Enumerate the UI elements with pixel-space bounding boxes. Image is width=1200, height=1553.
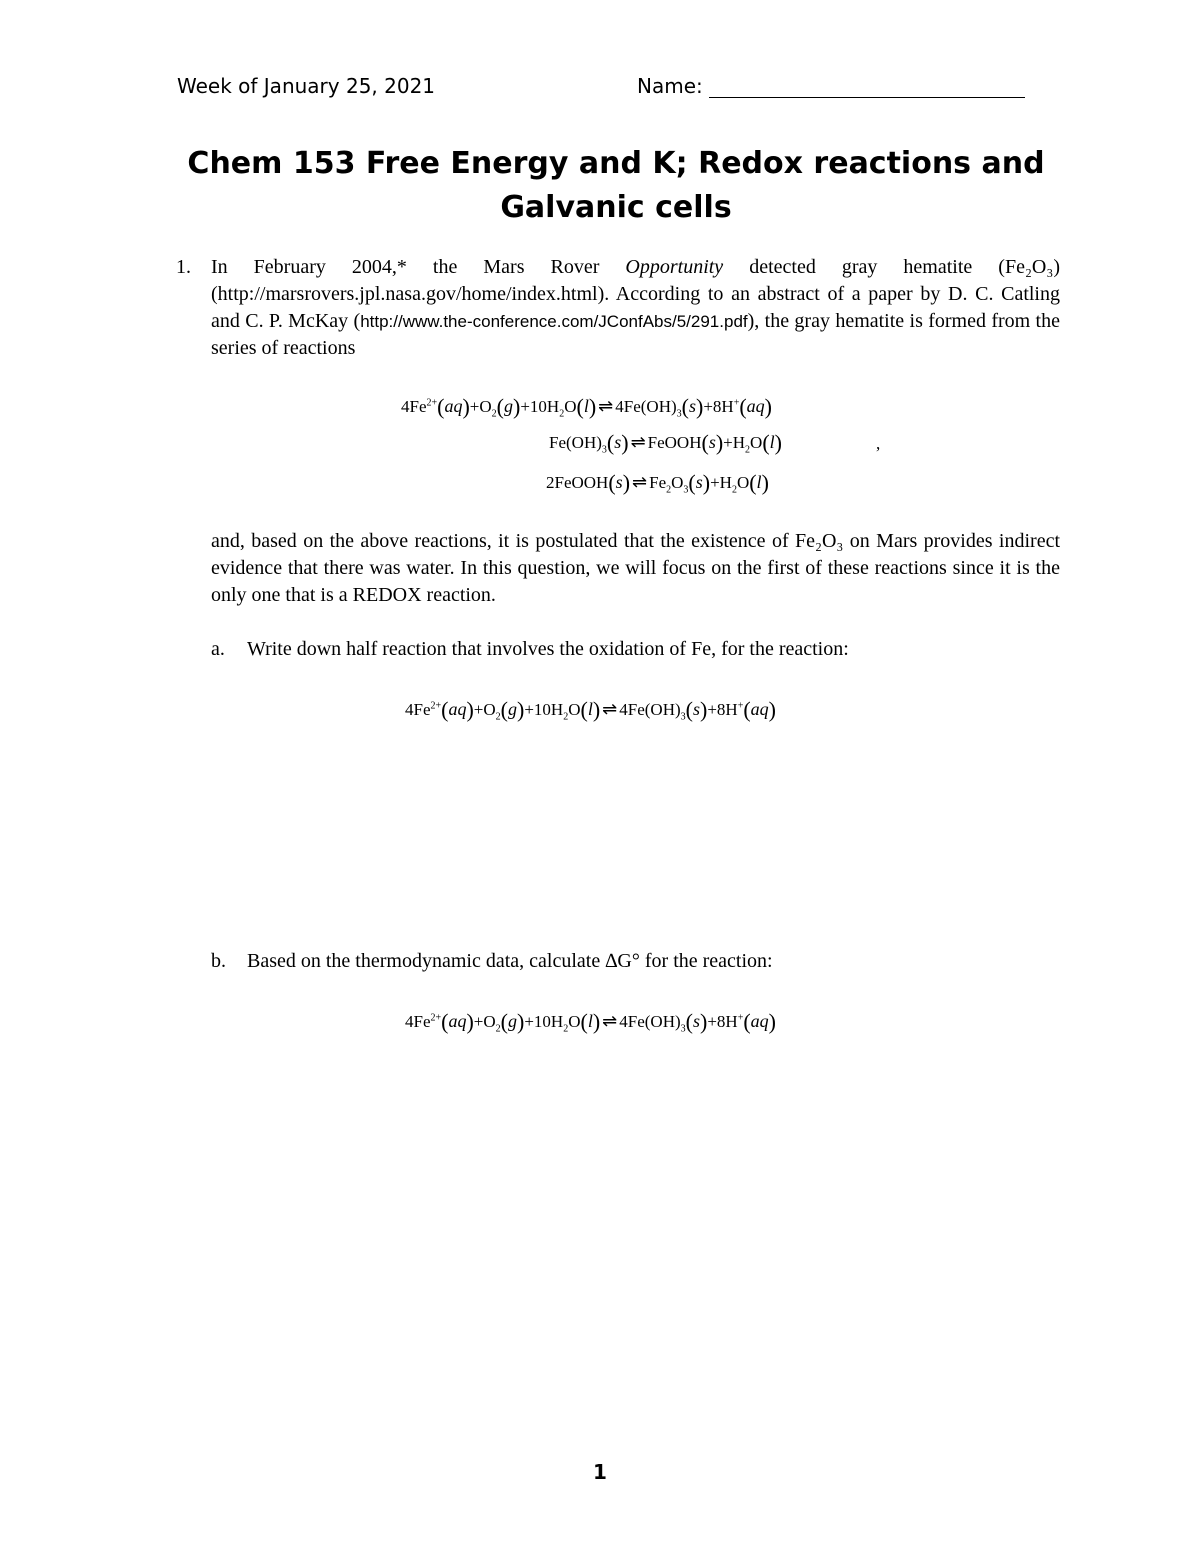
part-b-text: Based on the thermodynamic data, calculate ∆G° for the reaction: — [247, 950, 773, 972]
reaction-2: $Fe(OH)_3(s)$ ⇌ $FeOOH(s)+H_2O(l)$ — [549, 430, 782, 456]
header-name — [637, 74, 1025, 98]
part-a — [211, 638, 849, 661]
part-a-reaction: $4Fe^{2+}(aq)+O_2(g)+10H_2O(l)$ ⇌ $4Fe(OH)_3(s)+8H^+(aq)$ — [405, 697, 776, 723]
part-a-text: Write down half reaction that involves the oxidation of Fe, for the reaction: — [247, 638, 849, 660]
question-1-intro: In February 2004,* the Mars Rover Opportunity detected gray hematite (Fe₂O₃) (http://marsrovers.jpl.nasa.gov/home/index.html). According to an abstract of a paper by D. C. Catling and C. P. McKay (http://www.the-conference.com/JConfAbs/5/291.pdf), the gray hematite is formed from the series of reactions — [211, 256, 1060, 359]
part-a-letter: a. — [211, 638, 225, 660]
name-field-line[interactable] — [709, 75, 1025, 98]
reaction-comma: , — [876, 434, 881, 453]
part-b-letter: b. — [211, 950, 226, 972]
reaction-3: 2FeOOH(s) ⇌ $Fe_2O_3(s)+H_2O(l)$ — [546, 470, 769, 496]
question-1 — [176, 254, 1060, 362]
question-1-conclusion: and, based on the above reactions, it is postulated that the existence of Fe₂O₃ on Mars provides indirect evidence that there was water. In this question, we will focus on the first of these reactions since it is the only one that is a REDOX reaction. — [211, 530, 1060, 606]
page-title: Chem 153 Free Energy and K; Redox reactions and Galvanic cells — [187, 146, 1045, 225]
part-b — [211, 950, 773, 973]
rover-name: Opportunity — [625, 256, 724, 278]
page-number: 1 — [593, 1460, 607, 1484]
part-b-reaction: $4Fe^{2+}(aq)+O_2(g)+10H_2O(l)$ ⇌ $4Fe(OH)_3(s)+8H^+(aq)$ — [405, 1009, 776, 1035]
abstract-url: http://www.the-conference.com/JConfAbs/5/291.pdf — [360, 312, 748, 331]
header-week: Week of January 25, 2021 — [177, 74, 436, 98]
reaction-1: $4Fe^{2+}(aq)+O_2(g)+10H_2O(l)$ ⇌ $4Fe(OH)_3(s)+8H^+(aq)$ — [401, 394, 772, 420]
name-label: Name: — [637, 74, 703, 98]
question-number: 1. — [176, 256, 191, 278]
